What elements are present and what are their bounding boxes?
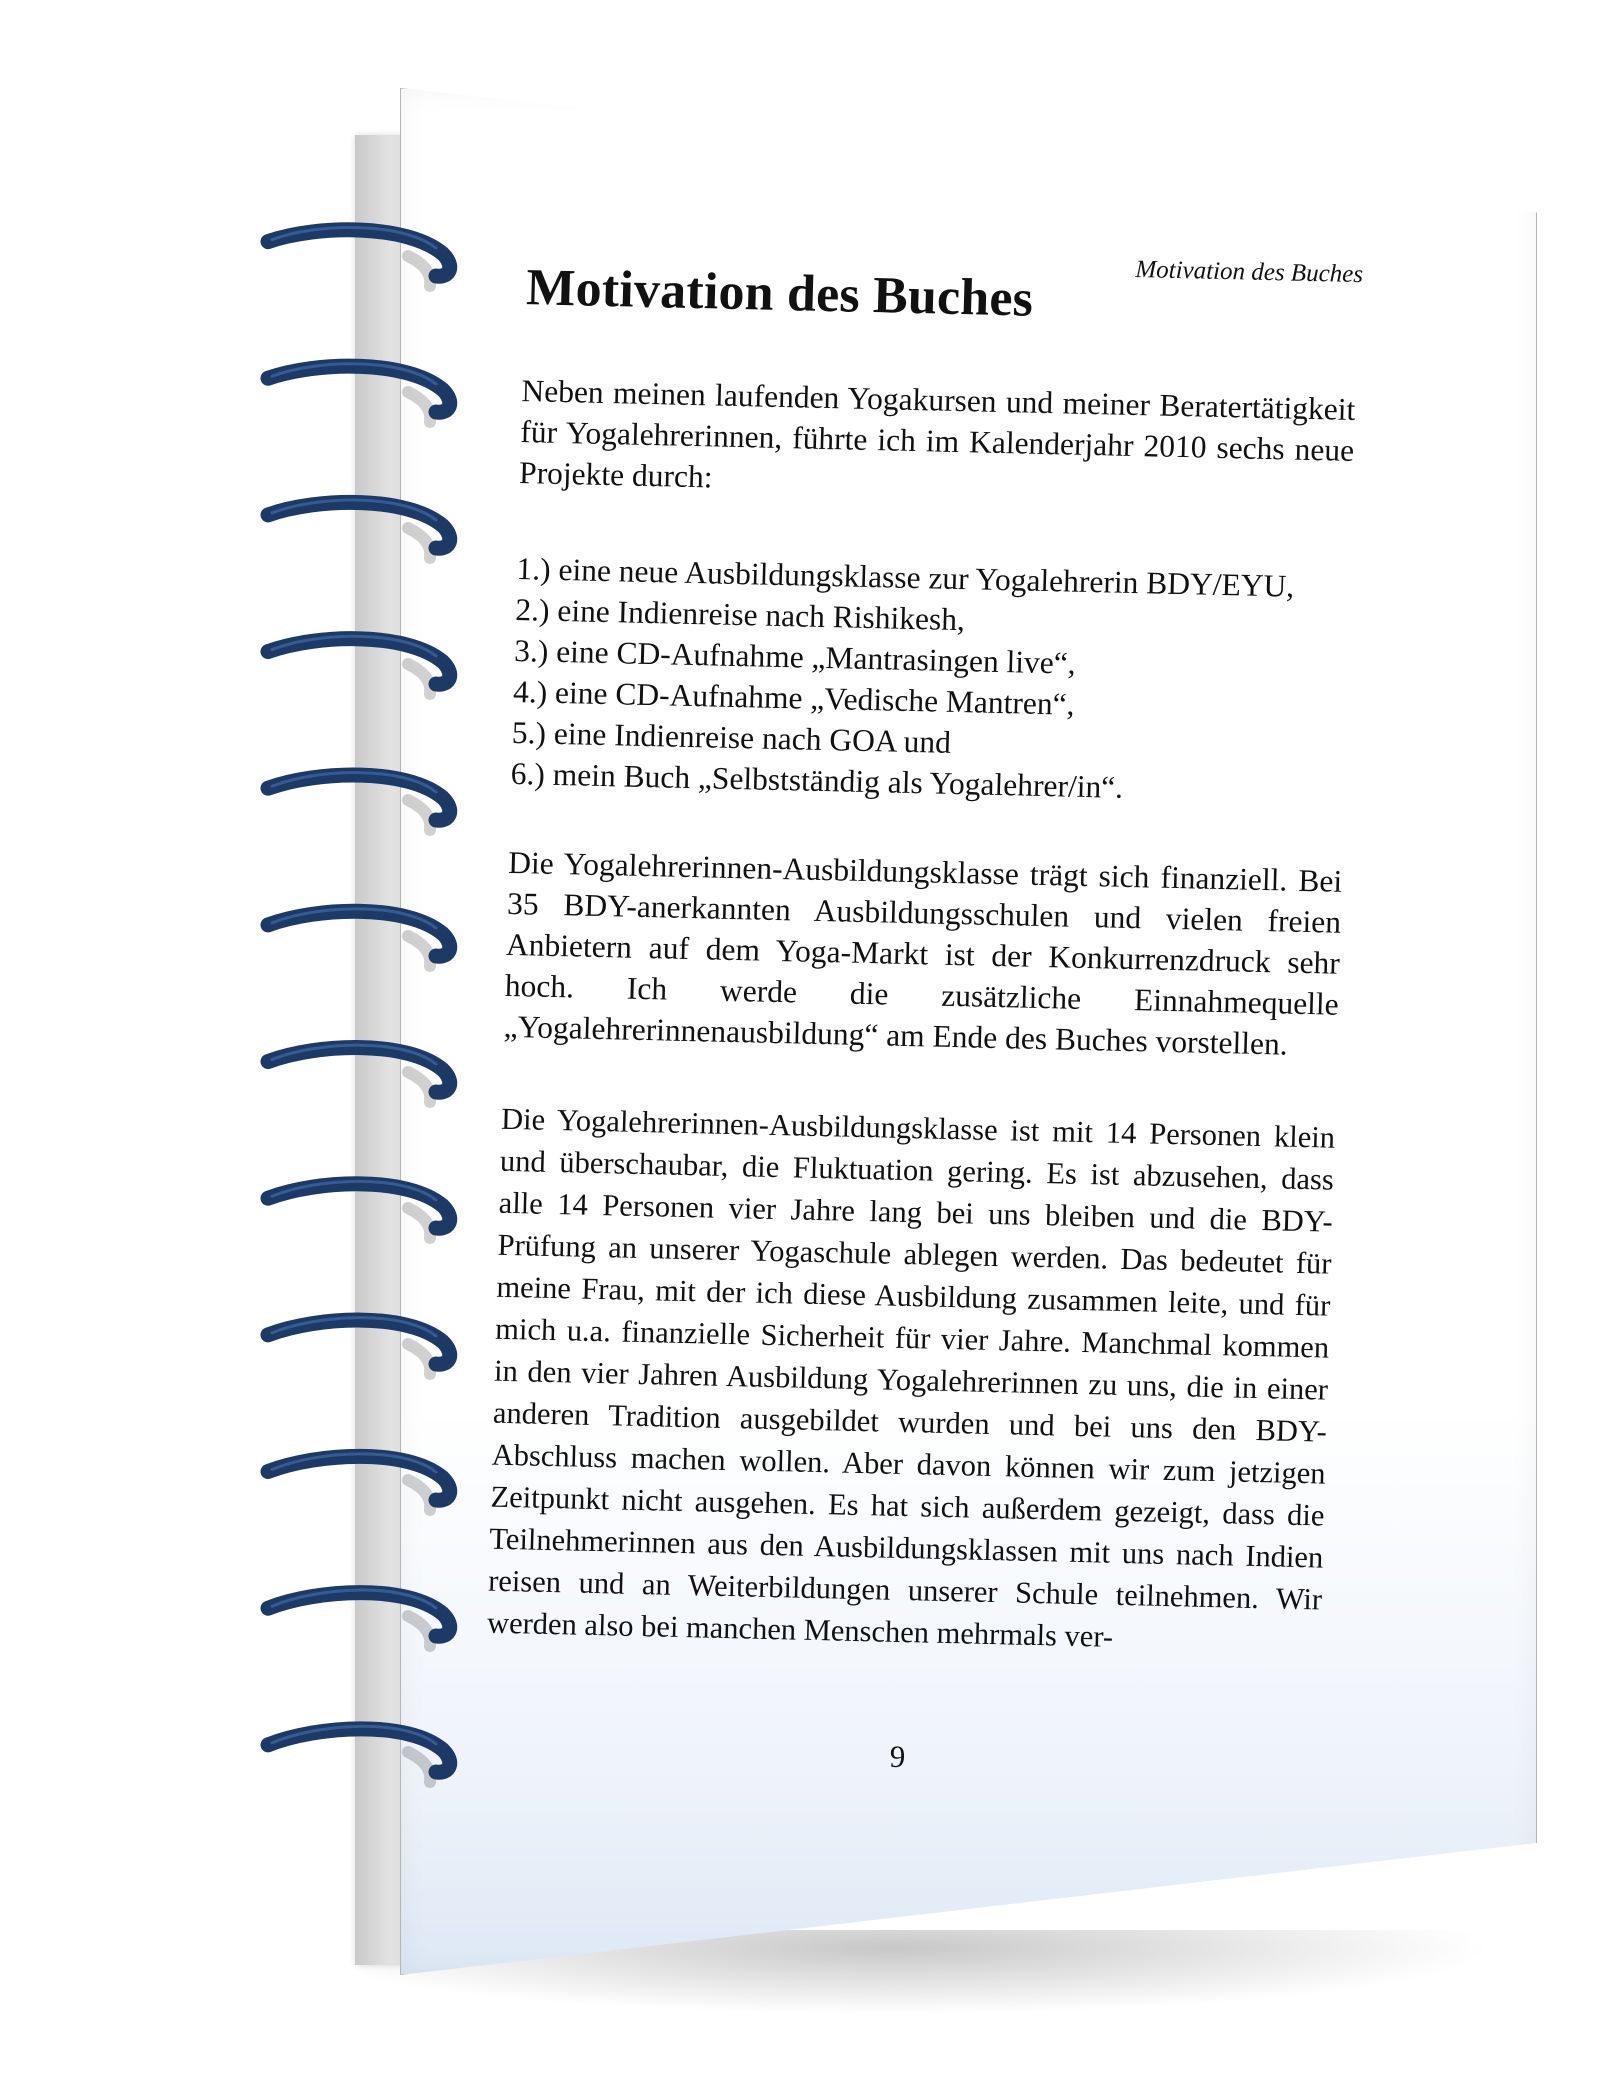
list-item: 3.) eine CD-Aufnahme „Mantrasingen live“, — [513, 632, 1077, 681]
spiral-coil — [258, 1180, 463, 1260]
spiral-coil — [258, 364, 463, 444]
body-paragraph: Die Yogalehrerinnen-Ausbildungsklasse ist mit 14 Personen klein und überschaubar, die Fluktuation gering. Es ist abzusehen, dass alle 14 Personen vier Jahre lang bei uns bleiben und die BDY-Prüfung an unserer Yogaschule ablegen werden. Das bedeutet für meine Frau, mit der ich diese Ausbildung zusammen leite, und für mich u.a. finanzielle Sicherheit für vier Jahre. Manchmal kommen in den vier Jahren Ausbildung Yogalehrerinnen zu uns, die in einer anderen Tradition ausgebildet wurden und bei uns den BDY-Abschluss machen wollen. Aber davon können wir zum jetzigen Zeitpunkt nicht ausgehen. Es hat sich außerdem gezeigt, dass die Teilnehmerinnen aus den Ausbildungsklassen mit uns nach Indien reisen und an Weiterbildungen unserer Schule teilnehmen. Wir werden also bei manchen Menschen mehrmals ver- — [486, 1101, 1336, 1654]
list-item: 1.) eine neue Ausbildungsklasse zur Yogalehrerin BDY/EYU, — [516, 551, 1295, 604]
list-item: 2.) eine Indienreise nach Rishikesh, — [514, 591, 966, 638]
body-paragraph: Die Yogalehrerinnen-Ausbildungsklasse trägt sich finanziell. Bei 35 BDY-anerkannten Ausbildungsschulen und vielen freien Anbietern auf dem Yoga-Markt ist der Konkurrenzdruck sehr hoch. Ich werde die zusätzliche Einnahmequelle „Yogalehrerinnenausbildung“ am Ende des Buches vorstellen. — [503, 844, 1343, 1062]
list-item: 5.) eine Indienreise nach GOA und — [511, 714, 952, 760]
running-header: Motivation des Buches — [1135, 255, 1364, 289]
spiral-coil — [258, 772, 463, 852]
spiral-coil — [258, 1316, 463, 1396]
spiral-coil — [258, 228, 463, 308]
spiral-coil — [258, 1724, 463, 1804]
chapter-heading: Motivation des Buches — [525, 259, 1034, 328]
list-item: 4.) eine CD-Aufnahme „Vedische Mantren“, — [512, 673, 1076, 722]
spiral-coil — [258, 908, 463, 988]
page-number: 9 — [889, 1738, 906, 1775]
spiral-coil — [258, 1588, 463, 1668]
spiral-coil — [258, 1452, 463, 1532]
spiral-coil — [258, 500, 463, 580]
list-item: 6.) mein Buch „Selbstständig als Yogalehrer/in“. — [510, 755, 1124, 805]
page-content — [477, 230, 1364, 1788]
project-list — [510, 548, 1294, 812]
intro-paragraph: Neben meinen laufenden Yogakursen und meiner Beratertätigkeit für Yogalehrerinnen, führte ich im Kalenderjahr 2010 sechs neue Projekte durch: — [518, 373, 1356, 495]
spiral-coil — [258, 1044, 463, 1124]
spiral-coil — [258, 636, 463, 716]
